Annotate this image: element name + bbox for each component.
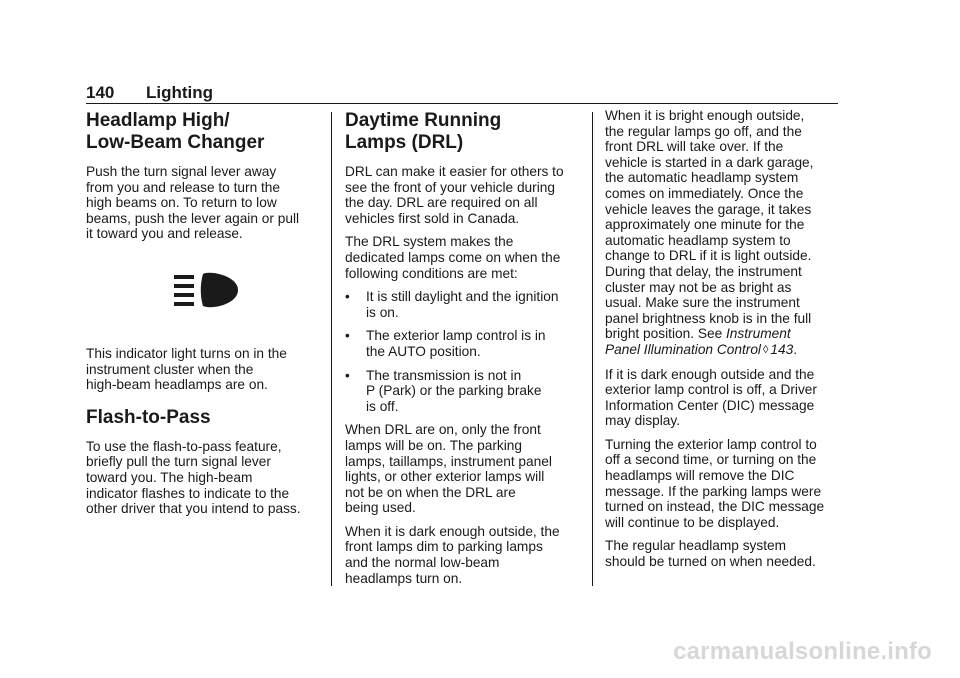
paragraph: DRL can make it easier for others to see the front of your vehicle during the day. DRL are required on all vehicles first sold in Canada. — [345, 164, 564, 226]
section-title: Lighting — [146, 83, 214, 102]
column-divider — [592, 112, 593, 586]
paragraph: Turning the exterior lamp control to off a second time, or turning on the headlamps will remove the DIC message. If the parking lamps were turned on instead, the DIC message will continue to be displayed. — [605, 436, 825, 530]
column-1 — [86, 110, 316, 525]
high-beam-indicator-icon — [170, 270, 240, 316]
paragraph: The DRL system makes the dedicated lamps come on when the following conditions are met: — [345, 234, 561, 281]
paragraph-text: When it is bright enough outside, the regular lamps go off, and the front DRL will take over. If the vehicle is started in a dark garage, the automatic headlamp system comes on immediately. Once the vehicle leaves the garage, it takes approximately one minute for the automatic headlamp system to change to DRL if it is light outside. During that delay, the instrument cluster may not be as bright as usual. Make sure the instrument panel brightness knob is in the full bright position. See — [605, 108, 814, 342]
heading-drl: Daytime Running Lamps (DRL) — [345, 110, 502, 153]
bullet-mark: • — [345, 328, 350, 344]
running-head — [86, 83, 838, 104]
cross-reference-page[interactable]: 143 — [770, 341, 794, 357]
bullet-mark: • — [345, 367, 350, 383]
cross-reference-link[interactable]: Instrument Panel Illumination Control — [605, 326, 791, 357]
list-item-text: The exterior lamp control is in the AUTO position. — [366, 328, 546, 359]
paragraph-end: . — [793, 341, 798, 357]
list-item-text: The transmission is not in P (Park) or the parking brake is off. — [366, 367, 542, 414]
list-item — [345, 368, 585, 415]
paragraph — [605, 108, 845, 359]
watermark: carmanualsonline.info — [673, 638, 932, 665]
page-number: 140 — [86, 83, 115, 102]
list-item-text: It is still daylight and the ignition is on. — [366, 289, 559, 320]
column-3 — [605, 108, 845, 578]
paragraph: When DRL are on, only the front lamps will be on. The parking lamps, taillamps, instrument panel lights, or other exterior lamps will not be on when the DRL are being used. — [345, 422, 552, 516]
list-item — [345, 289, 585, 320]
page-ref-arrow-icon: ◊ — [762, 343, 769, 356]
heading-flash-to-pass: Flash-to-Pass — [86, 406, 211, 428]
paragraph: The regular headlamp system should be turned on when needed. — [605, 538, 816, 570]
heading-high-low-beam: Headlamp High/ Low-Beam Changer — [86, 110, 265, 153]
paragraph: When it is dark enough outside, the front lamps dim to parking lamps and the normal low-beam headlamps turn on. — [345, 523, 560, 586]
paragraph: If it is dark enough outside and the exterior lamp control is off, a Driver Information Center (DIC) message may display. — [605, 366, 817, 429]
column-divider — [331, 112, 332, 586]
paragraph: Push the turn signal lever away from you and release to turn the high beams on. To return to low beams, push the lever again or pull it toward you and release. — [86, 164, 300, 242]
column-2 — [345, 110, 585, 594]
bullet-mark: • — [345, 289, 350, 305]
indicator-icon-area — [86, 250, 316, 346]
list-item — [345, 328, 585, 359]
paragraph: To use the flash-to-pass feature, briefly pull the turn signal lever toward you. The high-beam indicator flashes to indicate to the other driver that you intend to pass. — [86, 438, 301, 517]
paragraph: This indicator light turns on in the instrument cluster when the high-beam headlamps are on. — [86, 345, 287, 393]
